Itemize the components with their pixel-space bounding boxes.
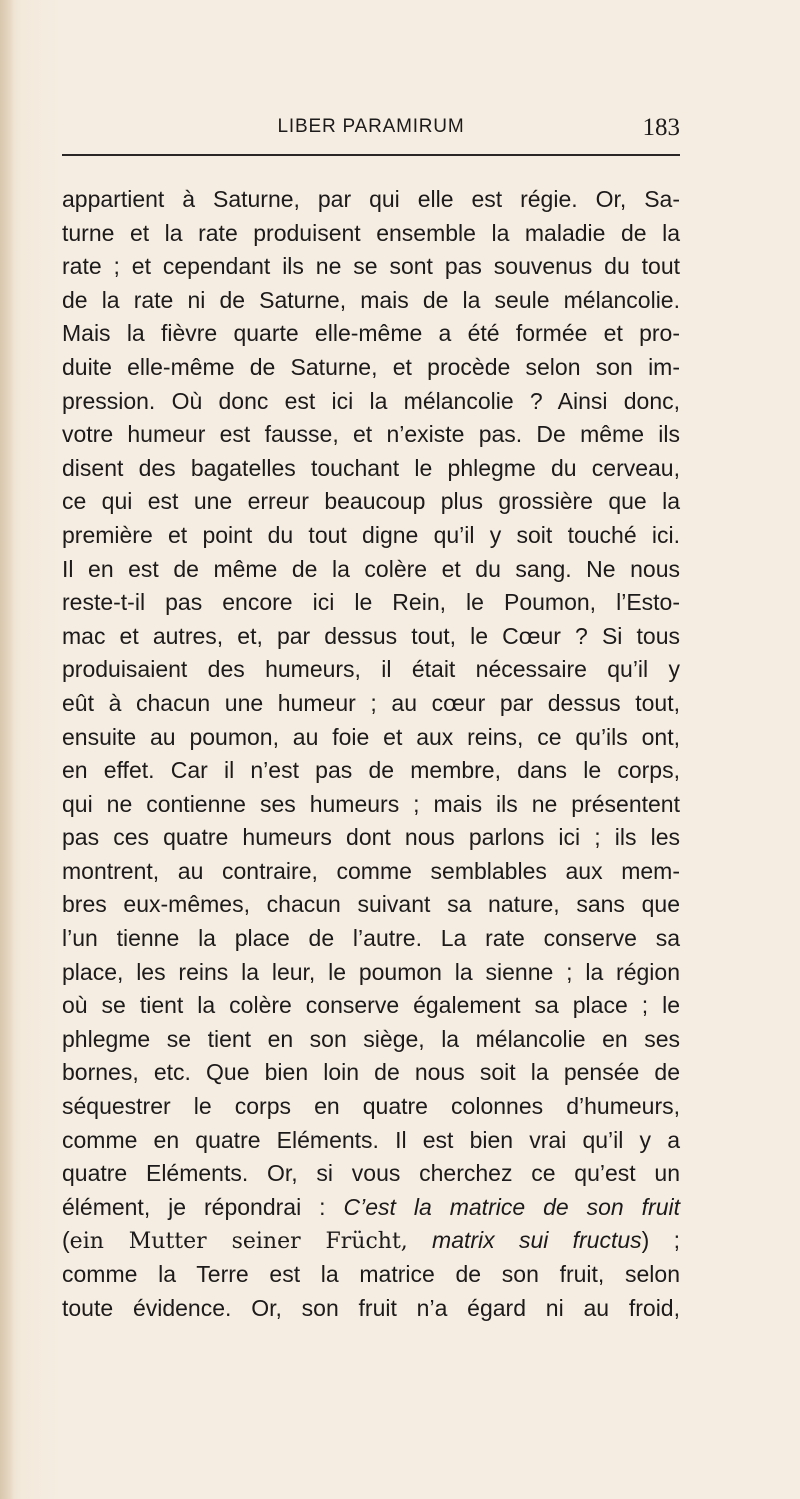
text-line: bornes, etc. Que bien loin de nous soit la pensée de (62, 1059, 680, 1086)
text-line: l’un tienne la place de l’autre. La rate conserve sa (62, 925, 680, 952)
latin-quote: matrix sui fructus (407, 1227, 642, 1254)
text-line: duite elle-même de Saturne, et procède selon son im- (62, 353, 680, 380)
text-line: produisaient des humeurs, il était nécessaire qu’il y (62, 656, 680, 683)
italic-quote: C’est la matrice de son fruit (343, 1193, 680, 1220)
fraktur-quote: ein Mutter seiner Frücht, (69, 1229, 408, 1255)
text-line: qui ne contienne ses humeurs ; mais ils ne présentent (62, 790, 680, 817)
text-line: ensuite au poumon, au foie et aux reins, ce qu’ils ont, (62, 723, 680, 750)
text-line: Mais la fièvre quarte elle-même a été formée et pro- (62, 320, 680, 347)
page-header (62, 116, 680, 146)
text-line: mac et autres, et, par dessus tout, le Cœur ? Si tous (62, 622, 680, 649)
text-line-with-italic (62, 1191, 680, 1225)
header-rule (62, 154, 680, 156)
text-line: où se tient la colère conserve également sa place ; le (62, 992, 680, 1019)
text-line: reste-t-il pas encore ici le Rein, le Poumon, l’Esto- (62, 589, 680, 616)
text-fragment: ( (62, 1227, 70, 1254)
text-line: appartient à Saturne, par qui elle est régie. Or, Sa- (62, 186, 680, 212)
text-line: Il en est de même de la colère et du sang. Ne nous (62, 555, 680, 582)
text-fragment: élément, je répondrai : (62, 1193, 344, 1220)
page-binding-edge (0, 0, 14, 1499)
text-line: disent des bagatelles touchant le phlegme du cerveau, (62, 454, 680, 481)
text-fragment: ) ; (641, 1227, 680, 1254)
text-line: bres eux-mêmes, chacun suivant sa nature, sans que (62, 891, 680, 918)
text-line: de la rate ni de Saturne, mais de la seule mélancolie. (62, 286, 680, 313)
text-line: comme la Terre est la matrice de son fruit, selon (62, 1261, 680, 1287)
text-line: séquestrer le corps en quatre colonnes d’humeurs, (62, 1093, 680, 1120)
text-line: turne et la rate produisent ensemble la maladie de la (62, 219, 680, 246)
body-text (62, 183, 680, 1325)
text-line: montrent, au contraire, comme semblables aux mem- (62, 857, 680, 884)
text-line-with-fraktur (62, 1224, 680, 1258)
text-line: place, les reins la leur, le poumon la sienne ; la région (62, 958, 680, 985)
page-number: 183 (642, 114, 680, 141)
text-line: comme en quatre Eléments. Il est bien vrai qu’il y a (62, 1126, 680, 1153)
text-line: eût à chacun une humeur ; au cœur par dessus tout, (62, 689, 680, 716)
text-line: pression. Où donc est ici la mélancolie ? Ainsi donc, (62, 387, 680, 414)
running-title: LIBER PARAMIRUM (277, 116, 465, 137)
text-line: rate ; et cependant ils ne se sont pas souvenus du tout (62, 253, 680, 280)
text-line: première et point du tout digne qu’il y soit touché ici. (62, 521, 680, 548)
text-line: ce qui est une erreur beaucoup plus grossière que la (62, 488, 680, 515)
text-line: en effet. Car il n’est pas de membre, dans le corps, (62, 757, 680, 784)
text-line: pas ces quatre humeurs dont nous parlons ici ; ils les (62, 824, 680, 851)
text-line: phlegme se tient en son siège, la mélancolie en ses (62, 1025, 680, 1052)
text-line: quatre Eléments. Or, si vous cherchez ce qu’est un (62, 1160, 680, 1187)
text-line: toute évidence. Or, son fruit n’a égard ni au froid, (62, 1294, 680, 1321)
text-line: votre humeur est fausse, et n’existe pas. De même ils (62, 421, 680, 448)
